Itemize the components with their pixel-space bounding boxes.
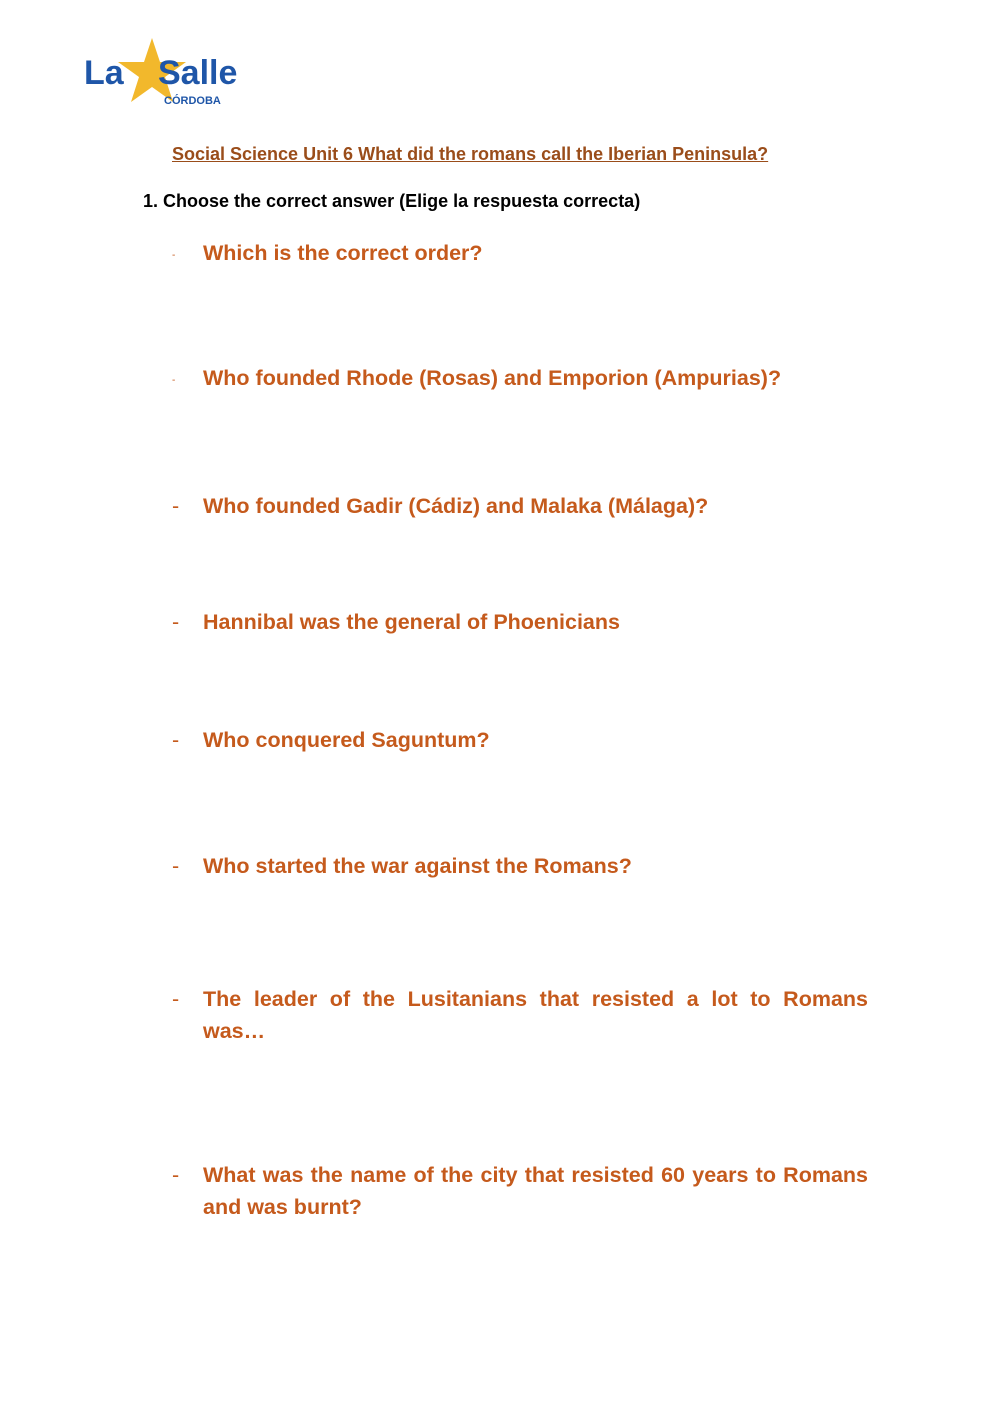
question-bullet: - xyxy=(172,610,180,634)
question-item xyxy=(172,983,868,1047)
logo-graphic xyxy=(78,34,263,114)
question-text: What was the name of the city that resisted 60 years to Romans and was burnt? xyxy=(203,1163,868,1219)
logo-subtitle: CÓRDOBA xyxy=(164,95,221,107)
question-bullet: - xyxy=(172,987,180,1011)
question-item xyxy=(172,362,868,394)
logo-text-right: Salle xyxy=(158,54,238,92)
question-text: Who founded Gadir (Cádiz) and Malaka (Málaga)? xyxy=(203,494,709,518)
question-item xyxy=(172,606,868,638)
logo-text-left: La xyxy=(84,54,124,92)
la-salle-logo xyxy=(78,34,263,114)
question-text: Who started the war against the Romans? xyxy=(203,854,632,878)
question-item xyxy=(172,1159,868,1223)
question-text: The leader of the Lusitanians that resisted a lot to Romans was… xyxy=(203,987,868,1043)
question-item xyxy=(172,237,868,269)
question-text: Which is the correct order? xyxy=(203,241,483,265)
question-bullet: - xyxy=(172,375,176,386)
question-item xyxy=(172,724,868,756)
question-item xyxy=(172,490,868,522)
question-text: Who conquered Saguntum? xyxy=(203,728,490,752)
question-text: Hannibal was the general of Phoenicians xyxy=(203,610,620,634)
page-title: Social Science Unit 6 What did the romans call the Iberian Peninsula? xyxy=(172,144,769,164)
question-bullet: - xyxy=(172,854,180,878)
question-bullet: - xyxy=(172,494,180,518)
question-text: Who founded Rhode (Rosas) and Emporion (Ampurias)? xyxy=(203,366,782,390)
question-bullet: - xyxy=(172,728,180,752)
question-bullet: - xyxy=(172,250,176,261)
question-item xyxy=(172,850,868,882)
exercise-instruction: 1. Choose the correct answer (Elige la respuesta correcta) xyxy=(143,191,641,211)
question-bullet: - xyxy=(172,1163,180,1187)
